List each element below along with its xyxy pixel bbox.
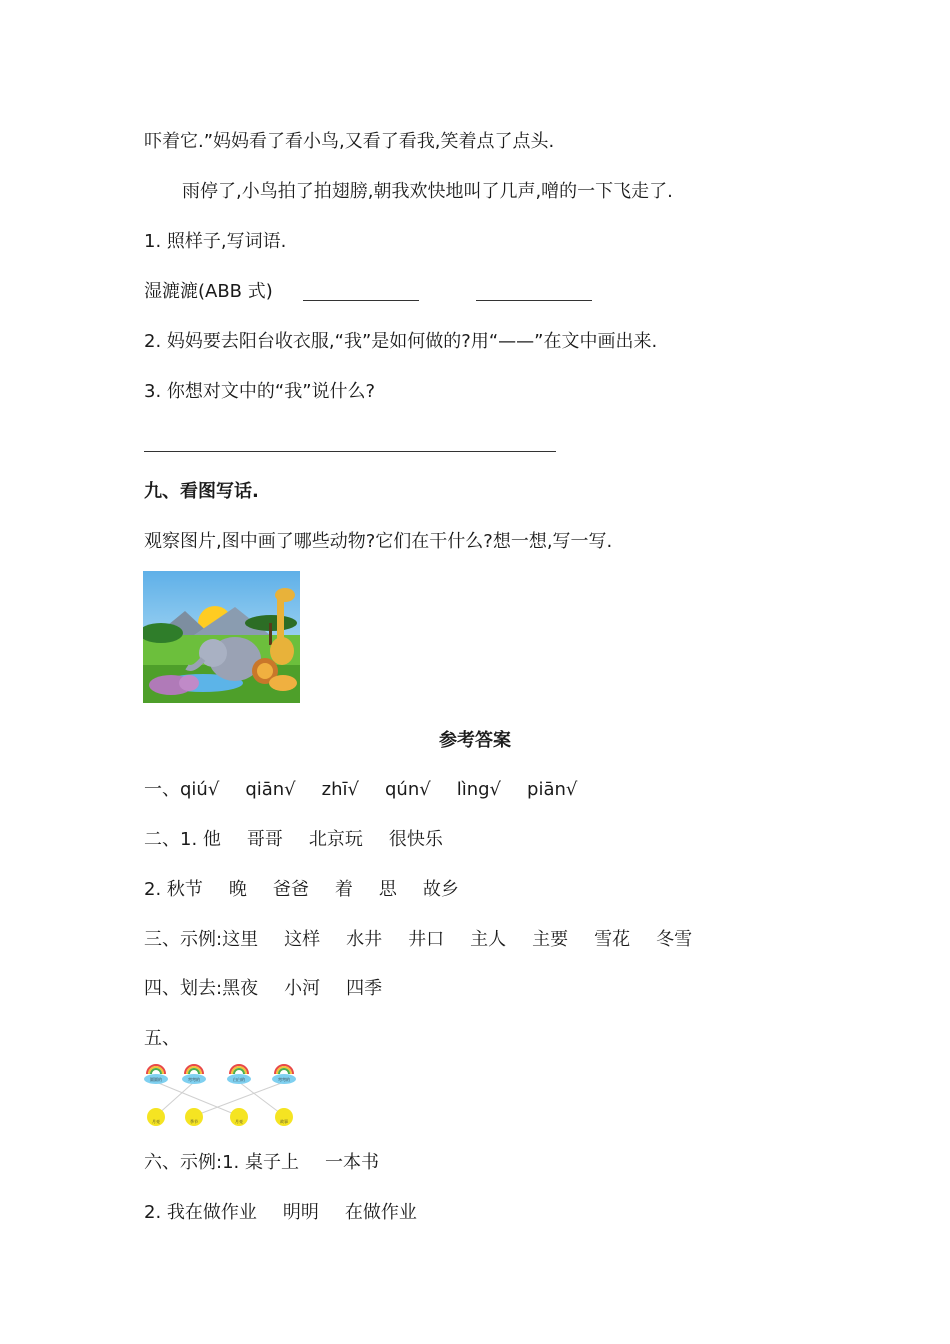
question-1-example: 湿漉漉(ABB 式)	[144, 281, 273, 302]
answer-word: 这样	[284, 929, 321, 950]
answer-row-1-label: 一、	[144, 779, 180, 800]
answer-word: 哥哥	[246, 829, 283, 850]
pinyin-answer: piān√	[527, 779, 578, 800]
answer-word: 北京玩	[308, 829, 363, 850]
answer-word: 水井	[346, 929, 383, 950]
answer-word: 着	[334, 879, 353, 900]
question-1: 1. 照样子,写词语.	[144, 231, 287, 252]
answers-title: 参考答案	[439, 730, 511, 751]
answer-word: 一本书	[324, 1152, 379, 1173]
answer-word: 在做作业	[344, 1202, 417, 1223]
answer-row-5-label: 五、	[144, 1028, 180, 1049]
pinyin-answer: zhī√	[321, 779, 359, 800]
answer-blank-1[interactable]	[303, 300, 419, 301]
cloud-label: 圆圆的	[150, 1077, 162, 1082]
sun-label: 月亮	[235, 1119, 243, 1124]
pinyin-answer: qiú√	[180, 779, 220, 800]
answer-word: 晚	[228, 879, 247, 900]
answer-row-3	[144, 928, 692, 952]
answer-row-2-1	[144, 828, 443, 852]
cloud-label: 白白的	[233, 1077, 245, 1082]
matching-diagram	[143, 1062, 303, 1132]
sun-label: 月亮	[152, 1119, 160, 1124]
question-2: 2. 妈妈要去阳台收衣服,“我”是如何做的?用“——”在文中画出来.	[144, 331, 658, 352]
answer-word: 主人	[470, 929, 507, 950]
answer-word: 很快乐	[388, 829, 443, 850]
answer-row-4	[144, 977, 382, 1001]
answer-row-1	[144, 778, 577, 802]
story-line-2: 雨停了,小鸟拍了拍翅膀,朝我欢快地叫了几声,噌的一下飞走了.	[182, 181, 673, 202]
answer-row-3-label: 三、示例:这里	[144, 929, 259, 950]
answer-word: 井口	[408, 929, 445, 950]
cloud-label: 弯弯的	[278, 1077, 290, 1082]
section-9-prompt: 观察图片,图中画了哪些动物?它们在干什么?想一想,写一写.	[144, 531, 613, 552]
answer-word: 冬雪	[656, 929, 693, 950]
pinyin-answer: qún√	[384, 779, 431, 800]
answer-word: 爸爸	[272, 879, 309, 900]
answer-line-3[interactable]	[144, 451, 556, 452]
question-3: 3. 你想对文中的“我”说什么?	[144, 381, 376, 402]
sun-label: 季节	[190, 1119, 198, 1124]
answer-row-2-2-label: 2. 秋节	[144, 879, 203, 900]
answer-row-6-1-label: 六、示例:1. 桌子上	[144, 1152, 299, 1173]
answer-word: 故乡	[422, 879, 459, 900]
answer-row-6-1	[144, 1151, 379, 1175]
answer-word: 小河	[284, 978, 321, 999]
animals-illustration	[143, 571, 300, 703]
answer-blank-2[interactable]	[476, 300, 592, 301]
section-9-title: 九、看图写话.	[144, 481, 259, 502]
cloud-label: 弯弯的	[188, 1077, 200, 1082]
answer-word: 主要	[532, 929, 569, 950]
answer-word: 四季	[346, 978, 383, 999]
answer-row-2-1-label: 二、1. 他	[144, 829, 221, 850]
pinyin-answer: lìng√	[456, 779, 502, 800]
pinyin-answer: qiān√	[245, 779, 296, 800]
sun-label: 故事	[280, 1119, 288, 1124]
answer-row-6-2-label: 2. 我在做作业	[144, 1202, 257, 1223]
answer-word: 明明	[282, 1202, 319, 1223]
answer-word: 雪花	[594, 929, 631, 950]
answer-row-2-2	[144, 878, 459, 902]
story-line-1: 吓着它.”妈妈看了看小鸟,又看了看我,笑着点了点头.	[144, 131, 555, 152]
answer-word: 思	[378, 879, 397, 900]
answer-row-4-label: 四、划去:黑夜	[144, 978, 259, 999]
answer-row-6-2	[144, 1201, 417, 1225]
